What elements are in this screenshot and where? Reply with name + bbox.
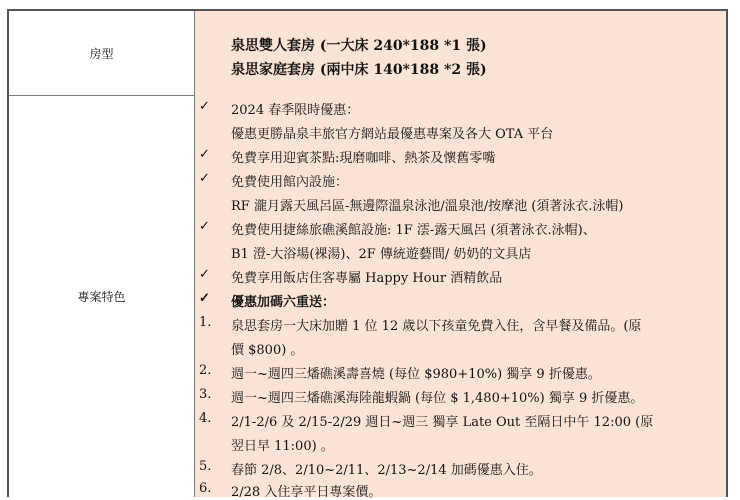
feature-text: 免費享用飯店住客專屬 Happy Hour 酒精飲品 bbox=[231, 271, 503, 286]
feature-text: 價 $800) 。 bbox=[231, 343, 304, 358]
feature-text: 2/28 入住享平日專案價。 bbox=[231, 485, 382, 500]
feature-text: 春節 2/8、2/10~2/11、2/13~2/14 加碼優惠入住。 bbox=[231, 463, 542, 478]
feature-text: B1 澄-大浴場(裸湯)、2F 傳統遊藝間/ 奶奶的文具店 bbox=[231, 247, 532, 262]
promo-table bbox=[7, 9, 728, 500]
features-row bbox=[9, 95, 726, 500]
checkmark-icon: ✓ bbox=[199, 171, 210, 186]
checkmark-icon: ✓ bbox=[199, 99, 210, 114]
list-number: 2. bbox=[199, 363, 212, 378]
feature-text: 免費使用捷絲旅礁溪館設施: 1F 澐-露天風呂 (須著泳衣.泳帽)、 bbox=[231, 223, 596, 238]
checkmark-icon: ✓ bbox=[199, 147, 210, 162]
checkmark-icon: ✓ bbox=[199, 219, 210, 234]
room-type-cell bbox=[195, 11, 726, 95]
room-type-row bbox=[9, 11, 726, 96]
feature-text: 優惠加碼六重送： bbox=[231, 295, 336, 310]
feature-text: 2024 春季限時優惠： bbox=[231, 103, 360, 118]
feature-text: 泉思套房一大床加贈 1 位 12 歲以下孩童免費入住，含早餐及備品。(原 bbox=[231, 319, 642, 334]
room-type-label: 房型 bbox=[9, 11, 195, 95]
list-number: 3. bbox=[199, 387, 212, 402]
feature-text: 免費享用迎賓茶點:現磨咖啡、熱茶及懷舊零嘴 bbox=[231, 151, 496, 166]
feature-text: 2/1-2/6 及 2/15-2/29 週日~週三 獨享 Late Out 至隔日中午 12:00 (原 bbox=[231, 415, 654, 430]
room-type-2: 泉思家庭套房 (兩中床 140*188 *2 張) bbox=[231, 62, 487, 78]
room-type-1: 泉思雙人套房 (一大床 240*188 *1 張) bbox=[231, 38, 487, 54]
list-number: 1. bbox=[199, 315, 212, 330]
feature-text: 免費使用館內設施： bbox=[231, 175, 349, 190]
feature-text: RF 瀧月露天風呂區-無邊際溫泉泳池/溫泉池/按摩池 (須著泳衣.泳帽) bbox=[231, 199, 624, 214]
feature-text: 翌日早 11:00) 。 bbox=[231, 439, 334, 454]
features-label: 專案特色 bbox=[9, 95, 195, 497]
feature-text: 優惠更勝晶泉丰旅官方網站最優惠專案及各大 OTA 平台 bbox=[231, 127, 554, 142]
features-cell bbox=[195, 95, 726, 500]
checkmark-icon: ✓ bbox=[199, 291, 210, 306]
feature-text: 週一~週四三燔礁溪海陸龍蝦鍋 (每位 $ 1,480+10%) 獨享 9 折優惠。 bbox=[231, 391, 644, 406]
checkmark-icon: ✓ bbox=[199, 267, 210, 282]
list-number: 5. bbox=[199, 459, 212, 474]
list-number: 6. bbox=[199, 481, 212, 496]
feature-text: 週一~週四三燔礁溪壽喜燒 (每位 $980+10%) 獨享 9 折優惠。 bbox=[231, 367, 601, 382]
list-number: 4. bbox=[199, 411, 212, 426]
